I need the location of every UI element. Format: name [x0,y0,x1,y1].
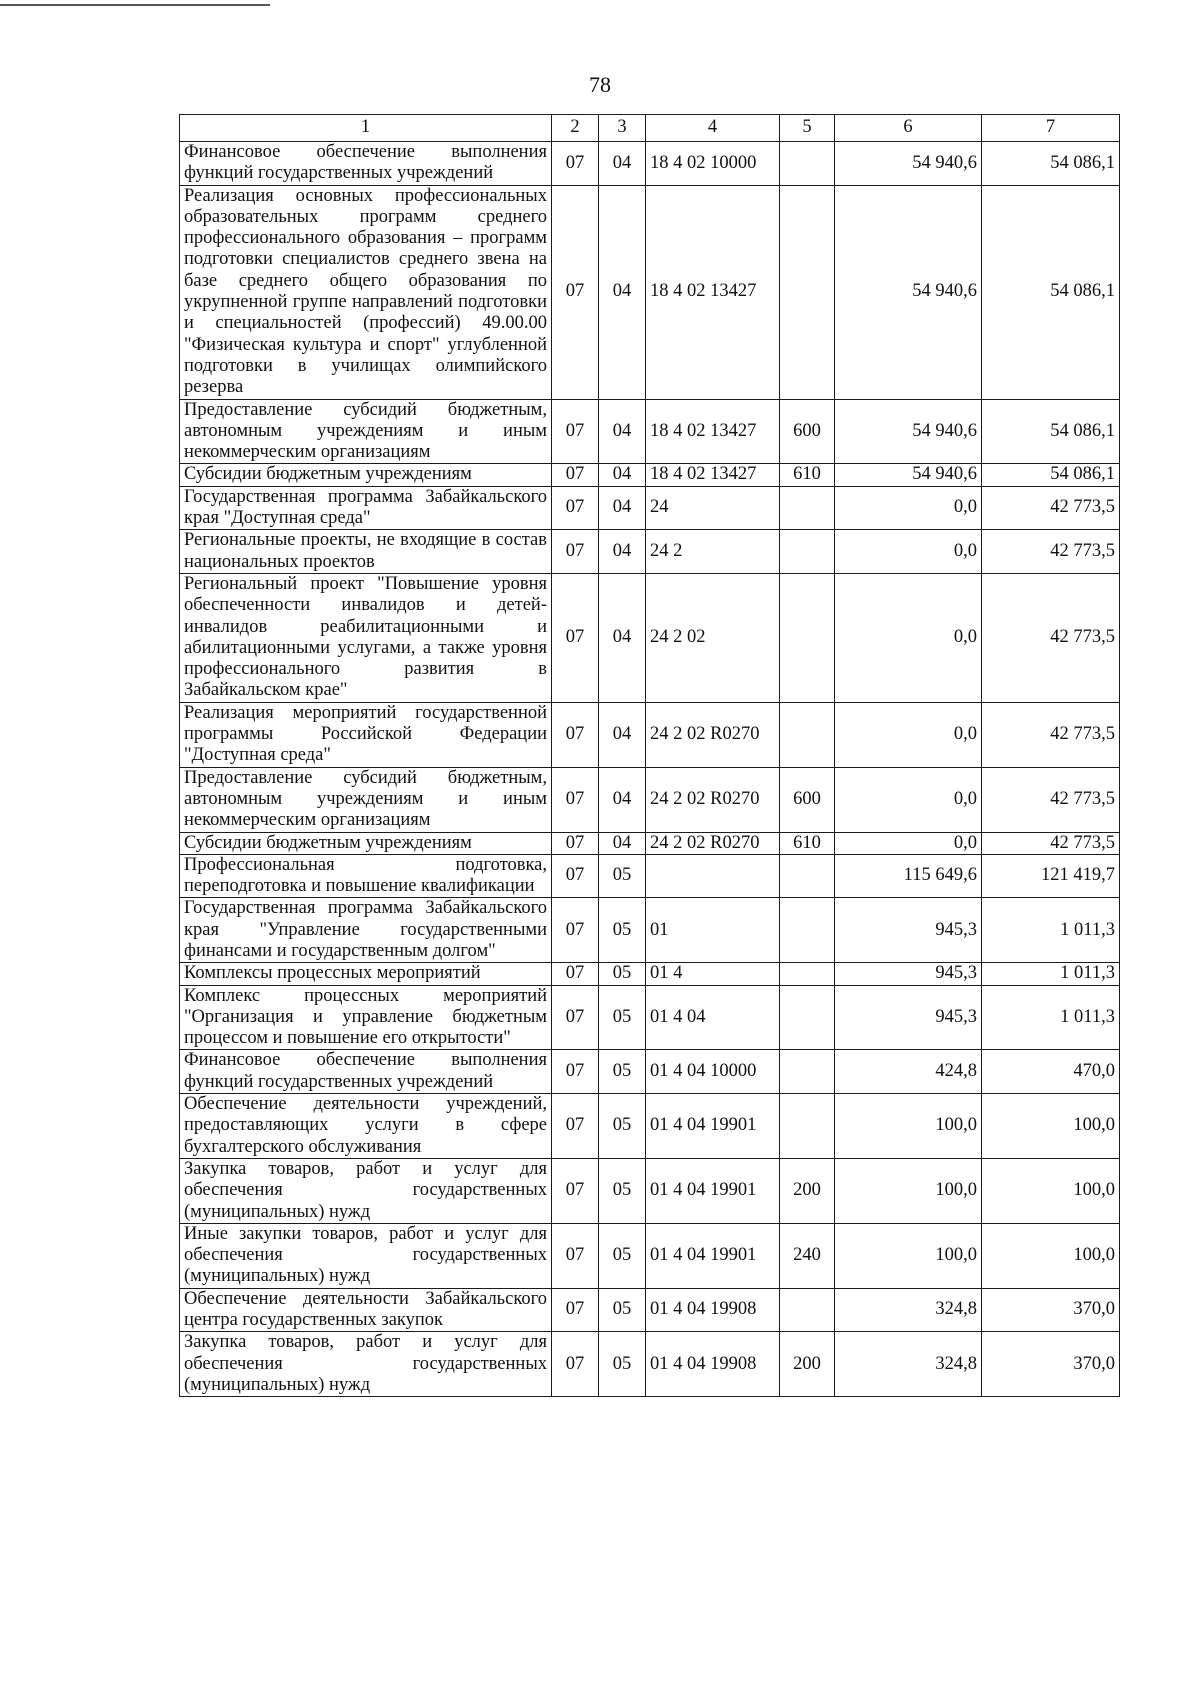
row-amount-2: 370,0 [982,1288,1120,1332]
table-row [180,1332,1120,1397]
row-name: Субсидии бюджетным учреждениям [180,832,552,854]
row-section: 07 [552,702,599,767]
table-row [180,573,1120,702]
row-amount-1: 324,8 [835,1288,982,1332]
row-name: Закупка товаров, работ и услуг для обеспечения государственных (муниципальных) нужд [180,1158,552,1223]
row-name: Обеспечение деятельности Забайкальского центра государственных закупок [180,1288,552,1332]
row-subsection: 05 [599,1050,646,1094]
row-target-code: 01 4 [646,963,780,985]
row-name: Иные закупки товаров, работ и услуг для обеспечения государственных (муниципальных) нужд [180,1223,552,1288]
table-row [180,767,1120,832]
row-target-code [646,854,780,898]
table-body [180,142,1120,1397]
row-name: Государственная программа Забайкальского края "Доступная среда" [180,486,552,530]
row-expense-type [780,854,835,898]
row-subsection: 04 [599,399,646,464]
row-target-code: 24 2 02 R0270 [646,832,780,854]
page-number: 78 [589,72,611,97]
row-section: 07 [552,1050,599,1094]
row-name: Финансовое обеспечение выполнения функций государственных учреждений [180,142,552,186]
row-subsection: 05 [599,898,646,963]
row-target-code: 18 4 02 13427 [646,185,780,399]
row-amount-2: 42 773,5 [982,530,1120,574]
col-header-7: 7 [982,115,1120,142]
row-amount-2: 100,0 [982,1158,1120,1223]
col-header-6: 6 [835,115,982,142]
row-section: 07 [552,832,599,854]
row-section: 07 [552,486,599,530]
row-subsection: 04 [599,464,646,486]
row-name: Реализация мероприятий государственной программы Российской Федерации "Доступная среда" [180,702,552,767]
row-section: 07 [552,985,599,1050]
row-expense-type: 610 [780,832,835,854]
table-row [180,1288,1120,1332]
row-name: Субсидии бюджетным учреждениям [180,464,552,486]
row-expense-type: 240 [780,1223,835,1288]
row-expense-type [780,185,835,399]
row-amount-2: 54 086,1 [982,464,1120,486]
row-name: Предоставление субсидий бюджетным, автономным учреждениям и иным некоммерческим организациям [180,767,552,832]
col-header-2: 2 [552,115,599,142]
row-target-code: 24 [646,486,780,530]
table-row [180,898,1120,963]
row-subsection: 05 [599,1158,646,1223]
row-subsection: 05 [599,1223,646,1288]
row-expense-type: 610 [780,464,835,486]
row-amount-1: 0,0 [835,832,982,854]
row-expense-type [780,898,835,963]
row-subsection: 05 [599,854,646,898]
budget-table [179,114,1120,1397]
row-expense-type [780,573,835,702]
row-section: 07 [552,898,599,963]
row-amount-1: 424,8 [835,1050,982,1094]
row-amount-2: 100,0 [982,1223,1120,1288]
row-section: 07 [552,399,599,464]
table-row [180,486,1120,530]
row-name: Комплекс процессных мероприятий "Организация и управление бюджетным процессом и повышение его открытости" [180,985,552,1050]
row-subsection: 05 [599,985,646,1050]
table-row [180,530,1120,574]
row-expense-type: 200 [780,1158,835,1223]
table-row [180,399,1120,464]
row-subsection: 04 [599,142,646,186]
row-amount-1: 0,0 [835,486,982,530]
row-name: Реализация основных профессиональных образовательных программ среднего профессионального образования – программ подготовки специалистов среднего звена на базе среднего общего образования по укрупненной группе направлений подготовки и специальностей (профессий) 49.00.00 "Физическая культура и спорт" углубленной подготовки в училищах олимпийского резерва [180,185,552,399]
table-row [180,1050,1120,1094]
row-section: 07 [552,185,599,399]
row-amount-2: 1 011,3 [982,898,1120,963]
row-section: 07 [552,1223,599,1288]
row-name: Предоставление субсидий бюджетным, автономным учреждениям и иным некоммерческим организациям [180,399,552,464]
row-amount-1: 945,3 [835,963,982,985]
row-expense-type: 600 [780,399,835,464]
row-target-code: 24 2 02 [646,573,780,702]
row-name: Обеспечение деятельности учреждений, предоставляющих услуги в сфере бухгалтерского обслуживания [180,1094,552,1159]
row-section: 07 [552,963,599,985]
row-expense-type [780,486,835,530]
row-amount-1: 54 940,6 [835,399,982,464]
row-section: 07 [552,573,599,702]
row-name: Закупка товаров, работ и услуг для обеспечения государственных (муниципальных) нужд [180,1332,552,1397]
row-amount-2: 370,0 [982,1332,1120,1397]
row-amount-2: 42 773,5 [982,486,1120,530]
row-subsection: 04 [599,832,646,854]
table-row [180,963,1120,985]
row-amount-2: 54 086,1 [982,399,1120,464]
row-name: Государственная программа Забайкальского края "Управление государственными финансами и государственным долгом" [180,898,552,963]
row-target-code: 01 [646,898,780,963]
row-amount-2: 42 773,5 [982,767,1120,832]
row-section: 07 [552,767,599,832]
table-row [180,985,1120,1050]
row-amount-1: 54 940,6 [835,464,982,486]
row-expense-type: 200 [780,1332,835,1397]
row-expense-type [780,702,835,767]
row-name: Комплексы процессных мероприятий [180,963,552,985]
table-row [180,185,1120,399]
row-subsection: 04 [599,702,646,767]
row-target-code: 24 2 [646,530,780,574]
row-subsection: 04 [599,573,646,702]
row-expense-type [780,1050,835,1094]
row-expense-type [780,985,835,1050]
row-amount-2: 42 773,5 [982,832,1120,854]
row-expense-type [780,530,835,574]
row-name: Профессиональная подготовка, переподготовка и повышение квалификации [180,854,552,898]
table-row [180,142,1120,186]
row-expense-type [780,1288,835,1332]
row-amount-2: 42 773,5 [982,702,1120,767]
row-name: Региональные проекты, не входящие в состав национальных проектов [180,530,552,574]
row-amount-1: 945,3 [835,898,982,963]
row-subsection: 05 [599,1288,646,1332]
row-amount-2: 54 086,1 [982,185,1120,399]
table-row [180,832,1120,854]
row-amount-1: 115 649,6 [835,854,982,898]
row-expense-type: 600 [780,767,835,832]
row-amount-1: 100,0 [835,1094,982,1159]
row-amount-1: 100,0 [835,1158,982,1223]
row-amount-1: 0,0 [835,530,982,574]
row-section: 07 [552,1332,599,1397]
table-row [180,702,1120,767]
row-subsection: 04 [599,185,646,399]
row-target-code: 01 4 04 [646,985,780,1050]
row-amount-1: 0,0 [835,573,982,702]
row-subsection: 04 [599,486,646,530]
row-amount-2: 54 086,1 [982,142,1120,186]
row-section: 07 [552,1158,599,1223]
row-section: 07 [552,1094,599,1159]
row-subsection: 05 [599,963,646,985]
table-row [180,854,1120,898]
row-amount-2: 1 011,3 [982,985,1120,1050]
row-target-code: 01 4 04 19908 [646,1288,780,1332]
row-target-code: 18 4 02 13427 [646,399,780,464]
table-row [180,1223,1120,1288]
row-section: 07 [552,530,599,574]
row-expense-type [780,1094,835,1159]
row-expense-type [780,963,835,985]
row-name: Региональный проект "Повышение уровня обеспеченности инвалидов и детей-инвалидов реабилитационными и абилитационными услугами, а также уровня профессионального развития в Забайкальском крае" [180,573,552,702]
row-target-code: 01 4 04 19901 [646,1223,780,1288]
row-section: 07 [552,1288,599,1332]
row-target-code: 01 4 04 19901 [646,1094,780,1159]
top-rule [0,4,270,6]
row-section: 07 [552,142,599,186]
col-header-3: 3 [599,115,646,142]
col-header-5: 5 [780,115,835,142]
row-target-code: 18 4 02 13427 [646,464,780,486]
row-target-code: 24 2 02 R0270 [646,767,780,832]
row-expense-type [780,142,835,186]
row-amount-2: 42 773,5 [982,573,1120,702]
row-subsection: 04 [599,767,646,832]
row-amount-2: 121 419,7 [982,854,1120,898]
col-header-1: 1 [180,115,552,142]
col-header-4: 4 [646,115,780,142]
row-subsection: 05 [599,1094,646,1159]
row-target-code: 01 4 04 19901 [646,1158,780,1223]
row-section: 07 [552,464,599,486]
row-amount-1: 54 940,6 [835,185,982,399]
row-amount-2: 100,0 [982,1094,1120,1159]
row-amount-1: 100,0 [835,1223,982,1288]
row-target-code: 01 4 04 19908 [646,1332,780,1397]
row-amount-2: 470,0 [982,1050,1120,1094]
row-amount-1: 0,0 [835,767,982,832]
row-subsection: 05 [599,1332,646,1397]
row-name: Финансовое обеспечение выполнения функций государственных учреждений [180,1050,552,1094]
table-row [180,464,1120,486]
row-amount-1: 945,3 [835,985,982,1050]
table-row [180,1158,1120,1223]
row-section: 07 [552,854,599,898]
row-amount-1: 324,8 [835,1332,982,1397]
row-amount-2: 1 011,3 [982,963,1120,985]
header-row [180,115,1120,142]
row-target-code: 24 2 02 R0270 [646,702,780,767]
row-target-code: 01 4 04 10000 [646,1050,780,1094]
row-amount-1: 0,0 [835,702,982,767]
row-amount-1: 54 940,6 [835,142,982,186]
row-target-code: 18 4 02 10000 [646,142,780,186]
row-subsection: 04 [599,530,646,574]
table-row [180,1094,1120,1159]
